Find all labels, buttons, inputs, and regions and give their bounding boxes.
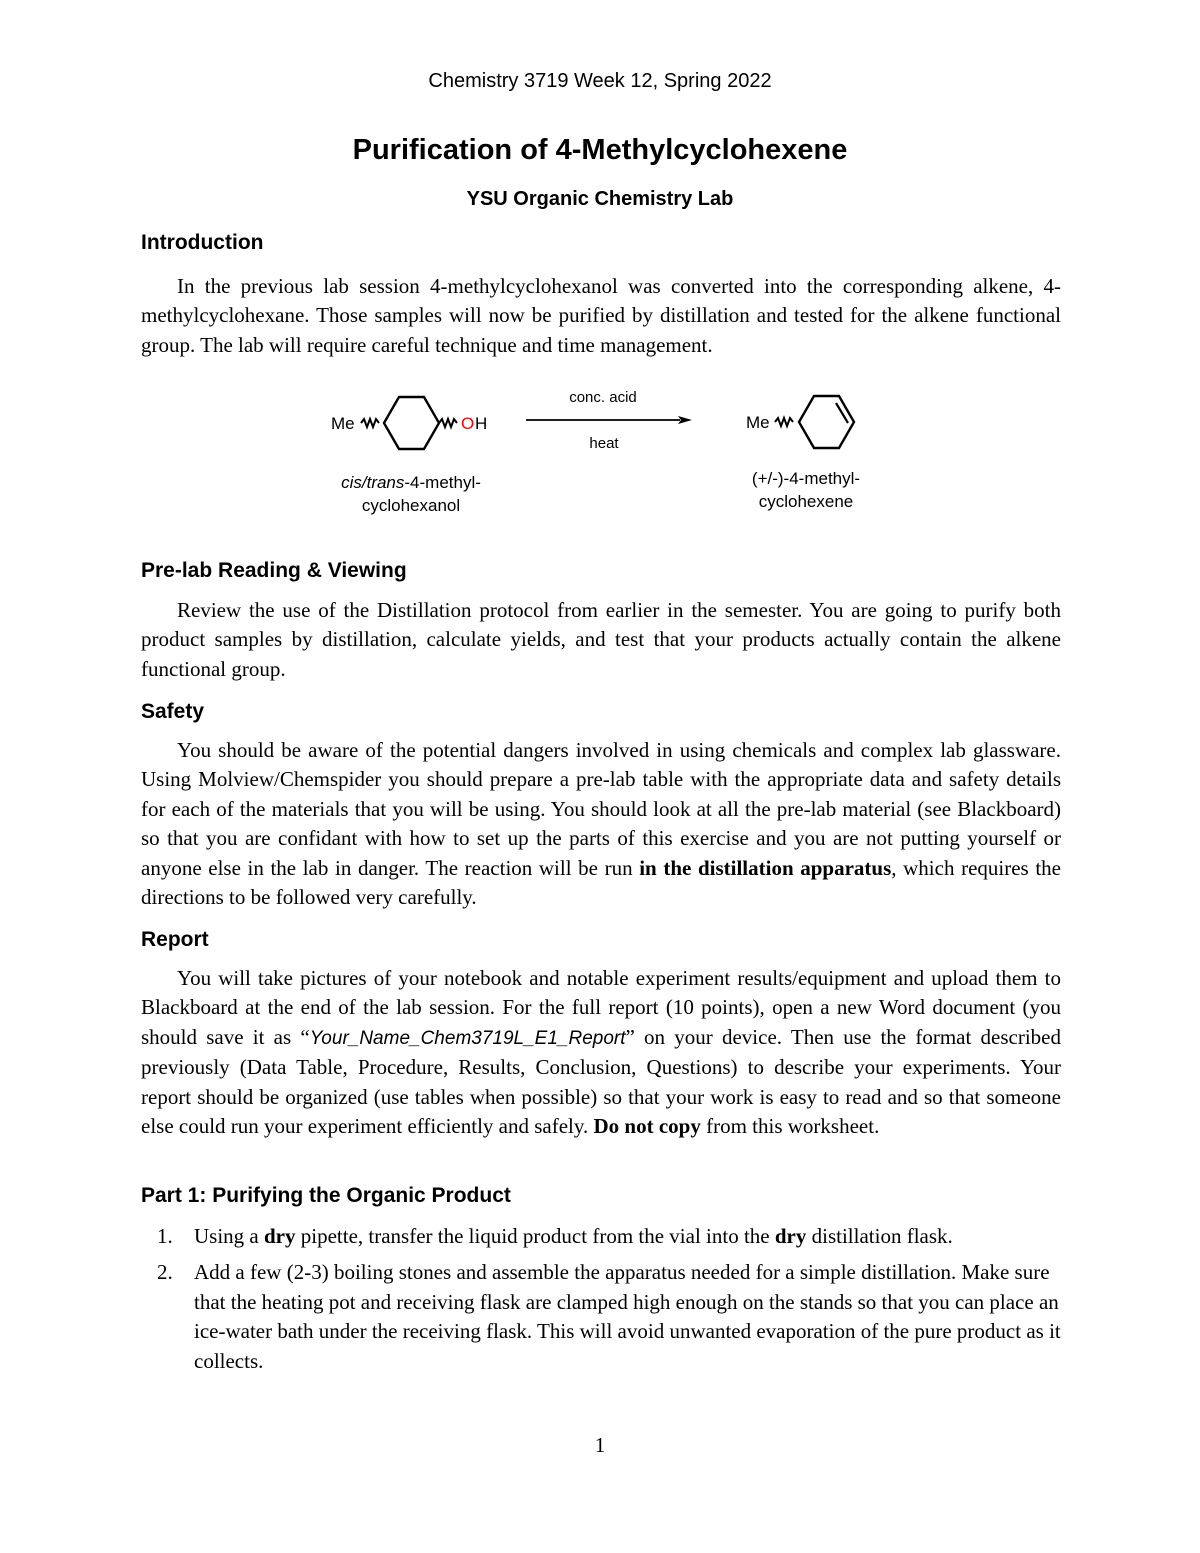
- prelab-text: Review the use of the Distillation protocol from earlier in the semester. You are going to purify both product samples by distillation, calculate yields, and test that your products actually contain the alkene functional group.: [141, 598, 1061, 681]
- list-item: [141, 1222, 1061, 1251]
- report-filename: Your_Name_Chem3719L_E1_Report: [309, 1027, 626, 1049]
- report-bold-text: Do not copy: [593, 1114, 701, 1139]
- product-me-label: Me: [746, 413, 770, 432]
- product-name-line2: cyclohexene: [758, 492, 854, 511]
- page-number: 1: [594, 1433, 606, 1457]
- step-1-text-a: Using a: [194, 1224, 264, 1248]
- reactant-name-line2: cyclohexanol: [361, 496, 461, 515]
- reactant-name-italic: cis/trans: [341, 473, 405, 492]
- list-item: [141, 1258, 1061, 1376]
- step-1-bold-b: dry: [774, 1224, 807, 1248]
- report-text-1: You will take pictures of your notebook and notable experiment results/equipment and upload them to Blackboard at the end of the lab session. For the full report (10 points), open a new Word document (you should save it as “: [141, 966, 1061, 1049]
- safety-text-2: , which requires the directions to be followed very carefully.: [141, 855, 1061, 910]
- reactant-name-line1: [341, 473, 481, 492]
- step-2-text: Add a few (2-3) boiling stones and assemble the apparatus needed for a simple distillation. Make sure that the heating pot and receiving flask are clamped high enough on the stands so that you can place an ice-water bath under the receiving flask. This will avoid unwanted evaporation of the pure product as it collects.: [194, 1260, 1061, 1373]
- introduction-heading: Introduction: [141, 231, 264, 254]
- prelab-paragraph: [141, 596, 1061, 684]
- reagent-above-label: conc. acid: [569, 389, 637, 406]
- report-text-2: ” on your device. Then use the format described previously (Data Table, Procedure, Results, Conclusion, Questions) to describe your experiments. Your report should be organized (use tables when possible) so that your work is easy to read and so that someone else could run your experiment efficiently and safely.: [141, 1024, 1061, 1139]
- step-number: 1.: [157, 1224, 173, 1248]
- reactant-me-label: Me: [331, 414, 355, 433]
- report-heading: Report: [141, 928, 209, 951]
- step-1-text-b: pipette, transfer the liquid product from the vial into the: [295, 1224, 775, 1248]
- step-1-bold-a: dry: [264, 1224, 296, 1248]
- course-header: Chemistry 3719 Week 12, Spring 2022: [428, 70, 772, 92]
- safety-text-1: You should be aware of the potential dangers involved in using chemicals and complex lab glassware. Using Molview/Chemspider you should prepare a pre-lab table with the appropriate data and safety details for each of the materials that you will be using. You should look at all the pre-lab material (see Blackboard) so that you are confidant with how to set up the parts of this exercise and you are not putting yourself or anyone else in the lab in danger. The reaction will be run: [141, 738, 1061, 880]
- prelab-heading: Pre-lab Reading & Viewing: [141, 559, 407, 582]
- reagent-below-label: heat: [589, 435, 619, 452]
- safety-bold-text: in the distillation apparatus: [639, 855, 892, 880]
- product-cyclohexene-ring: [799, 396, 854, 448]
- reactant-left-wavy-bond: [361, 419, 379, 427]
- reactant-name-rest: -4-methyl-: [404, 473, 481, 492]
- introduction-paragraph: [141, 272, 1061, 360]
- reactant-oxygen-label: O: [461, 414, 475, 433]
- step-1-text-c: distillation flask.: [806, 1224, 953, 1248]
- safety-paragraph: [141, 736, 1061, 912]
- page-subtitle: YSU Organic Chemistry Lab: [466, 188, 734, 210]
- reactant-hydrogen-label: H: [475, 414, 488, 433]
- reactant-cyclohexane-ring: [384, 397, 439, 449]
- reaction-arrow-head: [678, 416, 692, 424]
- report-paragraph: [141, 964, 1061, 1141]
- reaction-scheme: [0, 380, 1200, 520]
- report-text-3: from this worksheet.: [700, 1114, 880, 1139]
- reactant-right-wavy-bond: [439, 419, 457, 427]
- product-double-bond: [836, 403, 848, 423]
- step-number: 2.: [157, 1260, 173, 1285]
- part1-steps-list: [141, 1222, 1061, 1383]
- product-wavy-bond: [775, 418, 793, 426]
- safety-heading: Safety: [141, 700, 205, 723]
- product-name-line1: (+/-)-4-methyl-: [751, 469, 861, 488]
- page-title: Purification of 4-Methylcyclohexene: [352, 134, 848, 166]
- part1-heading: Part 1: Purifying the Organic Product: [141, 1184, 511, 1207]
- introduction-text: In the previous lab session 4-methylcyclohexanol was converted into the corresponding alkene, 4-methylcyclohexane. Those samples will now be purified by distillation and tested for the alkene functional group. The lab will require careful technique and time management.: [141, 274, 1061, 357]
